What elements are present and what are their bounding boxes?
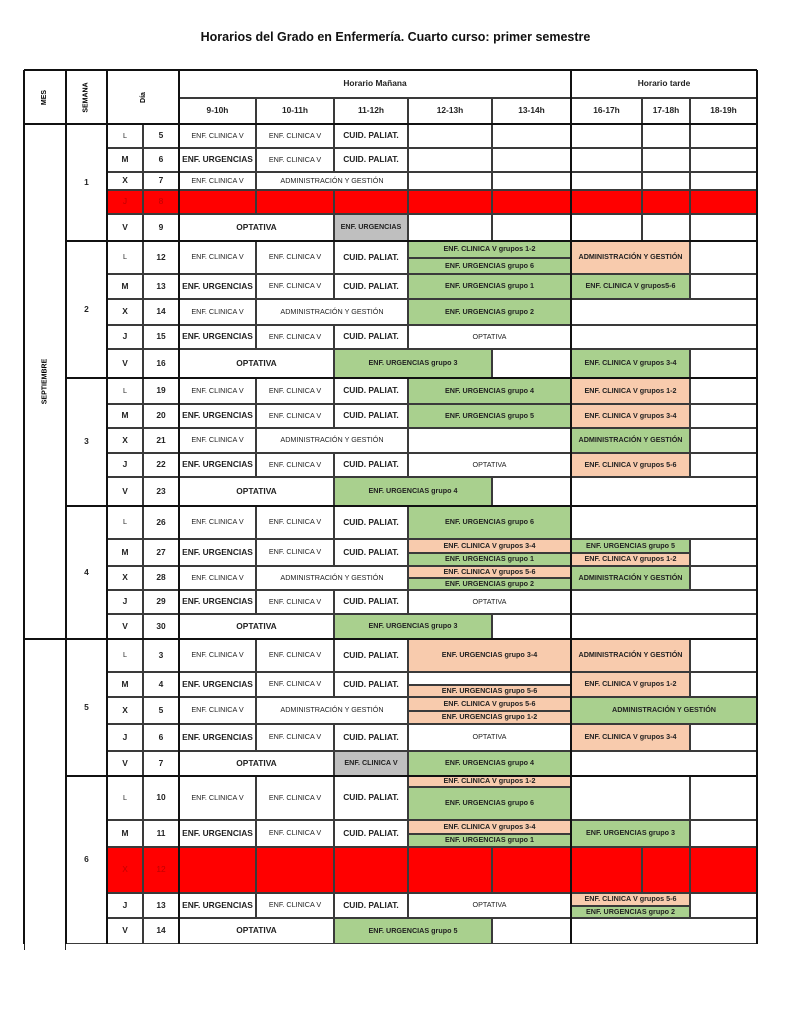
week-separator (66, 505, 757, 507)
schedule-entry: ENF. URGENCIAS grupo 1-2 (408, 711, 571, 724)
day-letter: J (107, 893, 143, 918)
schedule-entry: ENF. CLINICA V (256, 639, 334, 672)
empty-slot (492, 918, 571, 944)
schedule-entry: ENF. CLINICA V (256, 724, 334, 751)
empty-slot (690, 428, 757, 453)
slot-header: 16-17h (571, 98, 642, 124)
schedule-entry: ENF. URGENCIAS (179, 724, 256, 751)
empty-slot (408, 124, 492, 148)
schedule-entry: ENF. URGENCIAS (179, 404, 256, 428)
schedule-entry: CUID. PALIAT. (334, 124, 408, 148)
empty-slot (690, 241, 757, 274)
empty-slot (571, 506, 757, 539)
empty-slot (690, 847, 757, 893)
column-separator (756, 70, 758, 944)
day-letter: L (107, 639, 143, 672)
schedule-entry: ENF. CLINICA V grupos 5-6 (408, 697, 571, 711)
day-date: 27 (143, 539, 179, 566)
schedule-entry: ENF. URGENCIAS grupo 4 (408, 378, 571, 404)
empty-slot (571, 124, 642, 148)
day-date: 7 (143, 172, 179, 190)
schedule-entry: ENF. CLINICA V (334, 751, 408, 776)
slot-header: 12-13h (408, 98, 492, 124)
day-date: 28 (143, 566, 179, 590)
empty-slot (408, 428, 571, 453)
schedule-entry: CUID. PALIAT. (334, 241, 408, 274)
empty-slot (334, 847, 408, 893)
slot-header: 9-10h (179, 98, 256, 124)
schedule-entry: ENF. URGENCIAS (179, 274, 256, 299)
empty-slot (492, 190, 571, 214)
schedule-entry: OPTATIVA (408, 325, 571, 349)
schedule-entry: ADMINISTRACIÓN Y GESTIÓN (571, 428, 690, 453)
schedule-entry: ENF. URGENCIAS (179, 820, 256, 847)
empty-slot (690, 893, 757, 918)
schedule-entry: ENF. CLINICA V (256, 325, 334, 349)
schedule-entry: CUID. PALIAT. (334, 590, 408, 614)
day-date: 14 (143, 299, 179, 325)
day-date: 15 (143, 325, 179, 349)
schedule-entry: ENF. URGENCIAS (179, 453, 256, 477)
empty-slot (690, 190, 757, 214)
day-letter: J (107, 590, 143, 614)
day-letter: L (107, 378, 143, 404)
schedule-entry: ENF. URGENCIAS grupo 5 (571, 539, 690, 553)
day-letter: L (107, 124, 143, 148)
empty-slot (492, 148, 571, 172)
day-letter: V (107, 214, 143, 241)
day-date: 5 (143, 124, 179, 148)
schedule-entry: ENF. URGENCIAS grupo 2 (571, 906, 690, 918)
empty-slot (571, 214, 642, 241)
day-date: 23 (143, 477, 179, 506)
schedule-entry: ENF. URGENCIAS (179, 672, 256, 697)
schedule-entry: ENF. CLINICA V grupos 1-2 (408, 776, 571, 787)
empty-slot (408, 190, 492, 214)
day-date: 10 (143, 776, 179, 820)
schedule-entry: ENF. CLINICA V (256, 148, 334, 172)
morning-header: Horario Mañana (179, 70, 571, 98)
day-date: 19 (143, 378, 179, 404)
empty-slot (492, 477, 571, 506)
schedule-entry: ENF. URGENCIAS grupo 2 (408, 299, 571, 325)
schedule-entry: ENF. CLINICA V grupos 1-2 (571, 553, 690, 566)
day-date: 29 (143, 590, 179, 614)
schedule-entry (408, 672, 571, 685)
schedule-entry: ENF. CLINICA V grupos 3-4 (408, 820, 571, 834)
dia-header: Día (107, 70, 179, 124)
empty-slot (690, 639, 757, 672)
schedule-entry: ENF. URGENCIAS grupo 4 (408, 751, 571, 776)
schedule-entry: ENF. URGENCIAS grupo 5 (408, 404, 571, 428)
schedule-entry: ENF. URGENCIAS grupo 6 (408, 506, 571, 539)
schedule-entry: ENF. CLINICA V (256, 241, 334, 274)
empty-slot (571, 751, 757, 776)
day-date: 16 (143, 349, 179, 378)
day-letter: X (107, 428, 143, 453)
empty-slot (642, 124, 690, 148)
schedule-entry: ENF. URGENCIAS grupo 5 (334, 918, 492, 944)
schedule-entry: ENF. URGENCIAS grupo 1 (408, 553, 571, 566)
empty-slot (642, 172, 690, 190)
column-separator (570, 70, 572, 944)
schedule-entry: ENF. CLINICA V (179, 299, 256, 325)
schedule-entry: CUID. PALIAT. (334, 639, 408, 672)
week-number: 3 (66, 378, 107, 506)
empty-slot (690, 539, 757, 566)
schedule-entry: ENF. URGENCIAS grupo 3 (334, 349, 492, 378)
schedule-entry: CUID. PALIAT. (334, 672, 408, 697)
empty-slot (571, 299, 757, 325)
empty-slot (571, 172, 642, 190)
schedule-entry: ENF. CLINICA V (179, 124, 256, 148)
week-number: 2 (66, 241, 107, 378)
empty-slot (690, 274, 757, 299)
day-letter: M (107, 274, 143, 299)
schedule-entry: OPTATIVA (179, 349, 334, 378)
schedule-entry: OPTATIVA (179, 918, 334, 944)
schedule-entry: ENF. CLINICA V (256, 378, 334, 404)
schedule-entry: OPTATIVA (179, 214, 334, 241)
empty-slot (690, 124, 757, 148)
day-letter: M (107, 539, 143, 566)
schedule-entry: ENF. URGENCIAS grupo 1 (408, 834, 571, 847)
empty-slot (408, 847, 492, 893)
schedule-entry: CUID. PALIAT. (334, 820, 408, 847)
day-letter: X (107, 299, 143, 325)
day-letter: X (107, 697, 143, 724)
schedule-entry: OPTATIVA (179, 477, 334, 506)
schedule-entry: ENF. CLINICA V (256, 672, 334, 697)
day-letter: L (107, 506, 143, 539)
empty-slot (690, 214, 757, 241)
empty-slot (690, 172, 757, 190)
schedule-entry: ADMINISTRACIÓN Y GESTIÓN (256, 428, 408, 453)
empty-slot (690, 453, 757, 477)
empty-slot (492, 349, 571, 378)
empty-slot (690, 404, 757, 428)
day-date: 12 (143, 241, 179, 274)
schedule-entry: ENF. CLINICA V (179, 566, 256, 590)
schedule-entry: ADMINISTRACIÓN Y GESTIÓN (571, 241, 690, 274)
column-separator (65, 70, 67, 944)
schedule-entry: ENF. CLINICA V (179, 639, 256, 672)
schedule-entry: ENF. CLINICA V (179, 776, 256, 820)
slot-header: 13-14h (492, 98, 571, 124)
schedule-entry: ENF. CLINICA V (256, 124, 334, 148)
schedule-entry: ENF. URGENCIAS (179, 539, 256, 566)
schedule-entry: ENF. URGENCIAS (179, 590, 256, 614)
day-letter: M (107, 404, 143, 428)
day-letter: J (107, 453, 143, 477)
schedule-entry: ENF. URGENCIAS grupo 6 (408, 258, 571, 274)
day-date: 22 (143, 453, 179, 477)
schedule-entry: CUID. PALIAT. (334, 148, 408, 172)
schedule-entry: ENF. CLINICA V grupos 1-2 (408, 241, 571, 258)
schedule-entry: CUID. PALIAT. (334, 274, 408, 299)
schedule-entry: OPTATIVA (408, 724, 571, 751)
empty-slot (571, 325, 757, 349)
schedule-entry: ENF. CLINICA V (179, 697, 256, 724)
day-letter: J (107, 325, 143, 349)
empty-slot (690, 672, 757, 697)
empty-slot (492, 847, 571, 893)
day-date: 11 (143, 820, 179, 847)
schedule-entry: ENF. CLINICA V (179, 172, 256, 190)
schedule-entry: OPTATIVA (179, 614, 334, 639)
day-date: 13 (143, 274, 179, 299)
schedule-entry: ENF. CLINICA V (256, 453, 334, 477)
day-date: 13 (143, 893, 179, 918)
schedule-entry: ENF. CLINICA V grupos 1-2 (571, 672, 690, 697)
day-letter: X (107, 172, 143, 190)
schedule-entry: ADMINISTRACIÓN Y GESTIÓN (571, 697, 757, 724)
schedule-entry: ENF. CLINICA V (256, 539, 334, 566)
schedule-entry: ADMINISTRACIÓN Y GESTIÓN (256, 299, 408, 325)
empty-slot (334, 190, 408, 214)
day-letter: X (107, 847, 143, 893)
schedule-entry: ENF. CLINICA V grupos 3-4 (408, 539, 571, 553)
schedule-entry: OPTATIVA (408, 893, 571, 918)
empty-slot (571, 614, 757, 639)
empty-slot (690, 724, 757, 751)
schedule-entry: ENF. URGENCIAS grupo 5-6 (408, 685, 571, 697)
day-date: 21 (143, 428, 179, 453)
schedule-entry: ADMINISTRACIÓN Y GESTIÓN (256, 697, 408, 724)
week-separator (24, 123, 757, 125)
week-number: 6 (66, 776, 107, 944)
empty-slot (492, 172, 571, 190)
week-number: 4 (66, 506, 107, 639)
schedule-entry: ENF. URGENCIAS grupo 3-4 (408, 639, 571, 672)
schedule-entry: ENF. CLINICA V (179, 506, 256, 539)
schedule-entry: ENF. URGENCIAS grupo 6 (408, 787, 571, 820)
schedule-entry: ENF. CLINICA V grupos 3-4 (571, 404, 690, 428)
empty-slot (571, 590, 757, 614)
schedule-entry: ENF. CLINICA V (256, 820, 334, 847)
day-letter: J (107, 724, 143, 751)
empty-slot (642, 190, 690, 214)
day-date: 6 (143, 148, 179, 172)
day-letter: V (107, 614, 143, 639)
day-letter: V (107, 349, 143, 378)
schedule-entry: ENF. CLINICA V grupos 5-6 (571, 453, 690, 477)
schedule-entry: ADMINISTRACIÓN Y GESTIÓN (571, 566, 690, 590)
empty-slot (492, 124, 571, 148)
schedule-entry: CUID. PALIAT. (334, 724, 408, 751)
schedule-entry: ENF. CLINICA V (179, 241, 256, 274)
mes-header: MES (24, 70, 66, 124)
schedule-entry: ENF. URGENCIAS grupo 2 (408, 578, 571, 590)
empty-slot (690, 566, 757, 590)
schedule-entry: CUID. PALIAT. (334, 776, 408, 820)
slot-header: 11-12h (334, 98, 408, 124)
empty-slot (408, 172, 492, 190)
schedule-entry: ENF. CLINICA V grupos 3-4 (571, 724, 690, 751)
week-separator (66, 377, 757, 379)
day-date: 6 (143, 724, 179, 751)
schedule-entry: CUID. PALIAT. (334, 404, 408, 428)
page-title: Horarios del Grado en Enfermería. Cuarto curso: primer semestre (200, 30, 591, 44)
empty-slot (571, 148, 642, 172)
day-date: 26 (143, 506, 179, 539)
week-separator (66, 240, 757, 242)
semana-header: SEMANA (66, 70, 107, 124)
empty-slot (642, 847, 690, 893)
schedule-entry: ENF. URGENCIAS (179, 148, 256, 172)
empty-slot (492, 214, 571, 241)
empty-slot (179, 190, 256, 214)
empty-slot (571, 190, 642, 214)
schedule-entry: ADMINISTRACIÓN Y GESTIÓN (571, 639, 690, 672)
schedule-entry: ENF. CLINICA V (179, 378, 256, 404)
empty-slot (642, 148, 690, 172)
schedule-entry: ADMINISTRACIÓN Y GESTIÓN (256, 566, 408, 590)
schedule-entry: ENF. CLINICA V grupos5-6 (571, 274, 690, 299)
empty-slot (642, 214, 690, 241)
schedule-entry: ENF. CLINICA V grupos 1-2 (571, 378, 690, 404)
schedule-entry: ENF. CLINICA V (256, 404, 334, 428)
schedule-entry: OPTATIVA (408, 590, 571, 614)
day-letter: X (107, 566, 143, 590)
day-letter: L (107, 241, 143, 274)
schedule-entry: CUID. PALIAT. (334, 453, 408, 477)
day-letter: L (107, 776, 143, 820)
schedule-entry: ENF. URGENCIAS grupo 3 (334, 614, 492, 639)
schedule-entry: ADMINISTRACIÓN Y GESTIÓN (256, 172, 408, 190)
schedule-entry: CUID. PALIAT. (334, 893, 408, 918)
day-date: 20 (143, 404, 179, 428)
day-letter: M (107, 820, 143, 847)
column-separator (106, 70, 108, 944)
day-letter: M (107, 672, 143, 697)
schedule-entry: CUID. PALIAT. (334, 325, 408, 349)
schedule-entry: ENF. CLINICA V grupos 5-6 (408, 566, 571, 578)
column-separator (178, 70, 180, 944)
day-date: 9 (143, 214, 179, 241)
empty-slot (571, 918, 757, 944)
schedule-entry: CUID. PALIAT. (334, 378, 408, 404)
month-label: SEPTIEMBRE (24, 124, 66, 639)
afternoon-header: Horario tarde (571, 70, 757, 98)
day-date: 3 (143, 639, 179, 672)
schedule-entry: ENF. URGENCIAS (334, 214, 408, 241)
schedule-entry: ENF. CLINICA V (256, 274, 334, 299)
day-letter: J (107, 190, 143, 214)
schedule-entry: ENF. URGENCIAS (179, 893, 256, 918)
day-date: 5 (143, 697, 179, 724)
day-letter: V (107, 751, 143, 776)
slot-header: 10-11h (256, 98, 334, 124)
empty-slot (690, 349, 757, 378)
empty-slot (492, 614, 571, 639)
schedule-entry: ENF. CLINICA V (256, 590, 334, 614)
day-date: 7 (143, 751, 179, 776)
week-separator (66, 775, 757, 777)
empty-slot (256, 190, 334, 214)
week-separator (24, 638, 66, 640)
schedule-entry: ENF. URGENCIAS grupo 3 (571, 820, 690, 847)
schedule-entry: ENF. CLINICA V (256, 776, 334, 820)
week-separator (24, 69, 757, 71)
day-date: 4 (143, 672, 179, 697)
week-separator (66, 638, 757, 640)
empty-slot (571, 847, 642, 893)
schedule-entry: OPTATIVA (179, 751, 334, 776)
schedule-entry: ENF. URGENCIAS grupo 4 (334, 477, 492, 506)
day-date: 8 (143, 190, 179, 214)
schedule-entry: ENF. CLINICA V (256, 506, 334, 539)
schedule-entry: CUID. PALIAT. (334, 506, 408, 539)
empty-slot (690, 378, 757, 404)
schedule-entry: ENF. CLINICA V grupos 5-6 (571, 893, 690, 906)
day-letter: V (107, 477, 143, 506)
day-date: 14 (143, 918, 179, 944)
empty-slot (690, 148, 757, 172)
empty-slot (571, 776, 690, 820)
empty-slot (179, 847, 256, 893)
empty-slot (690, 820, 757, 847)
day-letter: V (107, 918, 143, 944)
day-letter: M (107, 148, 143, 172)
month-label-blank (24, 639, 66, 950)
schedule-entry: ENF. CLINICA V (256, 893, 334, 918)
empty-slot (690, 776, 757, 820)
schedule-entry: ENF. CLINICA V grupos 3-4 (571, 349, 690, 378)
empty-slot (571, 477, 757, 506)
schedule-entry: OPTATIVA (408, 453, 571, 477)
week-number: 5 (66, 639, 107, 776)
slot-header: 18-19h (690, 98, 757, 124)
empty-slot (408, 214, 492, 241)
slot-header: 17-18h (642, 98, 690, 124)
empty-slot (256, 847, 334, 893)
column-separator (23, 70, 25, 944)
week-number: 1 (66, 124, 107, 241)
schedule-entry: ENF. CLINICA V (179, 428, 256, 453)
schedule-entry: ENF. URGENCIAS (179, 325, 256, 349)
schedule-entry: ENF. URGENCIAS grupo 1 (408, 274, 571, 299)
schedule-entry: CUID. PALIAT. (334, 539, 408, 566)
day-date: 12 (143, 847, 179, 893)
empty-slot (408, 148, 492, 172)
day-date: 30 (143, 614, 179, 639)
